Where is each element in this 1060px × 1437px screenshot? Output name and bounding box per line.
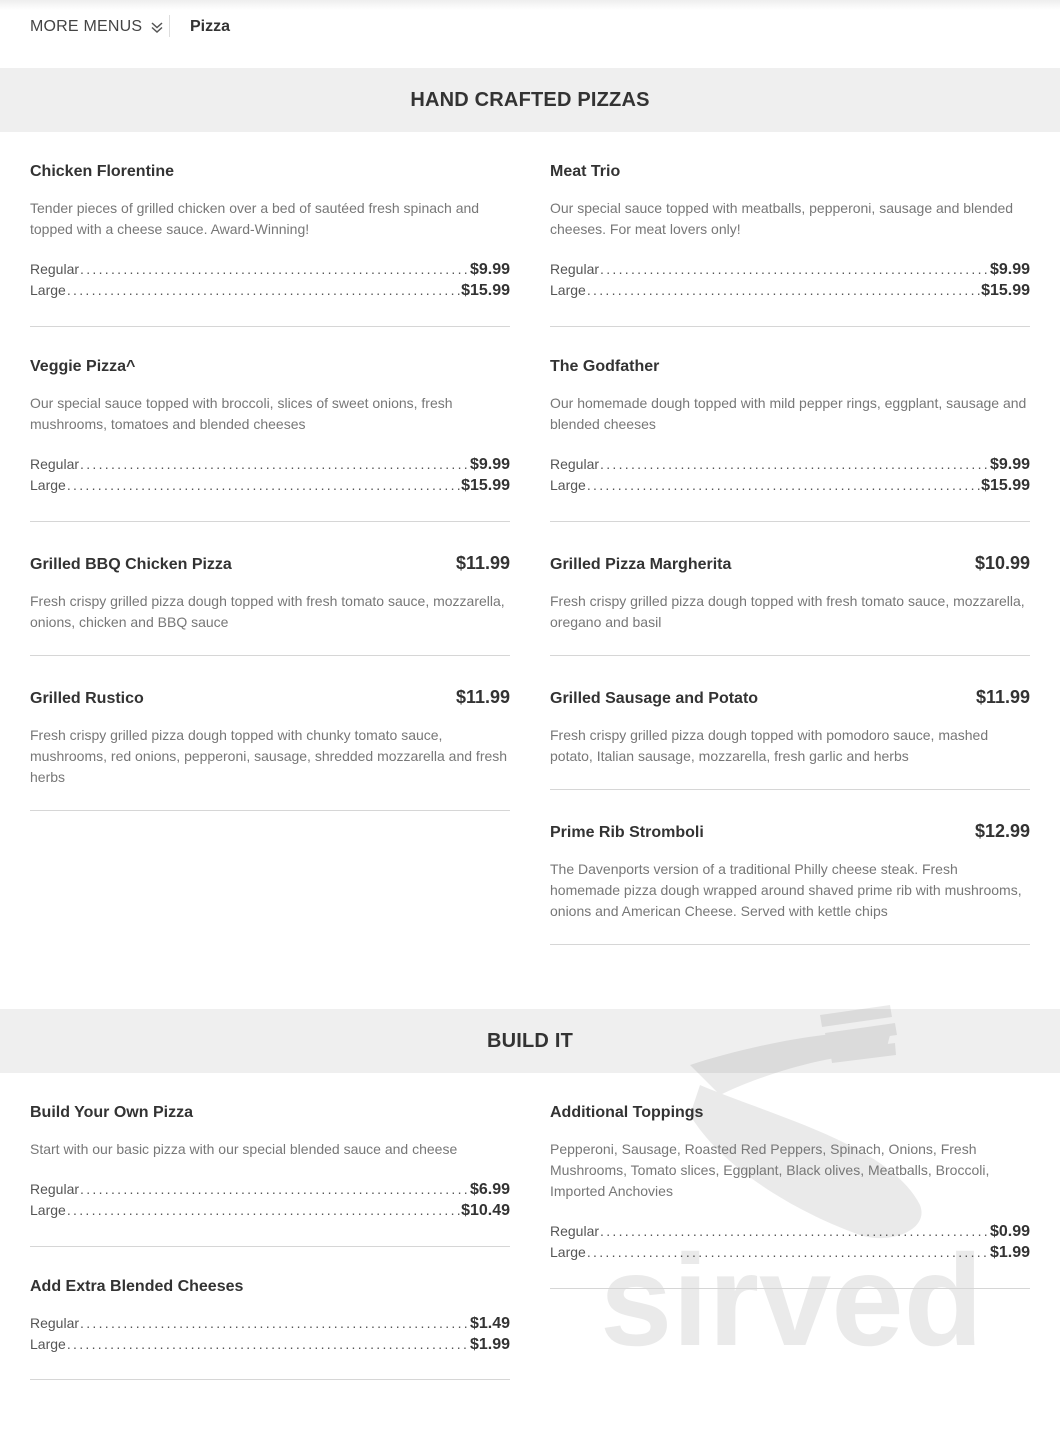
dot-leader bbox=[80, 1181, 469, 1197]
item-divider bbox=[550, 655, 1030, 656]
item-name: The Godfather bbox=[550, 358, 660, 375]
dot-leader bbox=[600, 261, 989, 277]
size-label: Large bbox=[30, 477, 66, 493]
item-name: Meat Trio bbox=[550, 163, 621, 180]
price-amount: $1.99 bbox=[469, 1336, 510, 1353]
menu-topbar bbox=[0, 0, 1060, 54]
item-name: Build Your Own Pizza bbox=[30, 1104, 193, 1121]
size-label: Regular bbox=[30, 261, 80, 277]
dot-leader bbox=[587, 282, 980, 298]
menu-item-grilled-rustico bbox=[30, 687, 510, 788]
size-label: Regular bbox=[30, 456, 80, 472]
price-row-regular bbox=[550, 1223, 1030, 1244]
price-amount: $9.99 bbox=[989, 456, 1030, 473]
more-menus-dropdown[interactable] bbox=[30, 18, 164, 36]
price-row-large bbox=[550, 1244, 1030, 1265]
price-amount: $1.99 bbox=[989, 1244, 1030, 1261]
size-label: Regular bbox=[30, 1181, 80, 1197]
item-description: Tender pieces of grilled chicken over a bed of sautéed fresh spinach and topped with a cheese sauce. Award-Winning! bbox=[30, 200, 480, 237]
double-chevron-down-icon bbox=[150, 20, 164, 34]
price-amount: $0.99 bbox=[989, 1223, 1030, 1240]
item-divider bbox=[550, 789, 1030, 790]
item-divider bbox=[550, 521, 1030, 522]
item-name: Grilled Rustico bbox=[30, 690, 144, 707]
dot-leader bbox=[587, 477, 980, 493]
price-amount: $15.99 bbox=[981, 282, 1030, 299]
menu-item-the-godfather bbox=[550, 358, 1030, 498]
price-row-large bbox=[550, 282, 1030, 303]
menu-item-grilled-bbq-chicken-pizza bbox=[30, 553, 510, 633]
price-amount: $9.99 bbox=[989, 261, 1030, 278]
dot-leader bbox=[80, 261, 469, 277]
item-divider bbox=[30, 326, 510, 327]
item-price: $10.99 bbox=[974, 553, 1030, 573]
price-row-regular bbox=[30, 261, 510, 282]
item-price: $12.99 bbox=[974, 821, 1030, 841]
price-amount: $10.49 bbox=[461, 1202, 510, 1219]
item-name: Grilled Sausage and Potato bbox=[550, 690, 759, 707]
dot-leader bbox=[67, 477, 460, 493]
price-amount: $15.99 bbox=[461, 477, 510, 494]
section-title: BUILD IT bbox=[486, 1029, 574, 1052]
price-amount: $15.99 bbox=[461, 282, 510, 299]
size-label: Large bbox=[30, 1202, 66, 1218]
section-header-build-it bbox=[0, 1009, 1060, 1073]
price-row-regular bbox=[30, 456, 510, 477]
item-divider bbox=[30, 1246, 510, 1247]
price-row-large bbox=[30, 1336, 510, 1357]
price-amount: $9.99 bbox=[469, 456, 510, 473]
item-divider bbox=[30, 655, 510, 656]
price-row-large bbox=[30, 1202, 510, 1223]
size-label: Regular bbox=[30, 1315, 80, 1331]
item-name: Veggie Pizza^ bbox=[30, 358, 136, 375]
menu-item-grilled-sausage-and-potato bbox=[550, 687, 1030, 767]
dot-leader bbox=[80, 1315, 469, 1331]
menu-item-meat-trio bbox=[550, 163, 1030, 303]
topbar-separator bbox=[169, 15, 170, 37]
item-description: Fresh crispy grilled pizza dough topped with chunky tomato sauce, mushrooms, red onions, pepperoni, sausage, shredded mozzarella and fresh herbs bbox=[30, 727, 508, 785]
price-row-large bbox=[550, 477, 1030, 498]
menu-item-veggie-pizza bbox=[30, 358, 510, 498]
section-title: HAND CRAFTED PIZZAS bbox=[410, 88, 650, 111]
topbar-shadow bbox=[0, 0, 1060, 10]
menu-item-add-extra-blended-cheeses bbox=[30, 1278, 510, 1357]
size-label: Regular bbox=[550, 261, 600, 277]
price-row-regular bbox=[550, 456, 1030, 477]
item-description: Fresh crispy grilled pizza dough topped with pomodoro sauce, mashed potato, Italian sausage, mozzarella, fresh garlic and herbs bbox=[550, 727, 989, 764]
dot-leader bbox=[600, 1223, 989, 1239]
item-divider bbox=[30, 1379, 510, 1380]
item-divider bbox=[30, 521, 510, 522]
item-name: Add Extra Blended Cheeses bbox=[30, 1278, 244, 1295]
price-row-regular bbox=[550, 261, 1030, 282]
price-amount: $1.49 bbox=[469, 1315, 510, 1332]
item-price: $11.99 bbox=[975, 687, 1030, 707]
size-label: Large bbox=[30, 1336, 66, 1352]
item-description: Start with our basic pizza with our special blended sauce and cheese bbox=[30, 1141, 458, 1157]
more-menus-label: MORE MENUS bbox=[30, 18, 143, 35]
item-divider bbox=[550, 1288, 1030, 1289]
item-description: Fresh crispy grilled pizza dough topped with fresh tomato sauce, mozzarella, oregano and basil bbox=[550, 593, 1025, 630]
item-description: Fresh crispy grilled pizza dough topped with fresh tomato sauce, mozzarella, onions, chicken and BBQ sauce bbox=[30, 593, 505, 630]
item-description: The Davenports version of a traditional Philly cheese steak. Fresh homemade pizza dough wrapped around shaved prime rib with mushrooms, onions and American Cheese. Served with kettle chips bbox=[550, 861, 1022, 919]
menu-item-grilled-pizza-margherita bbox=[550, 553, 1030, 633]
item-name: Additional Toppings bbox=[550, 1104, 704, 1121]
price-row-large bbox=[30, 477, 510, 498]
dot-leader bbox=[67, 1202, 460, 1218]
item-price: $11.99 bbox=[455, 553, 510, 573]
size-label: Large bbox=[550, 282, 586, 298]
item-name: Chicken Florentine bbox=[30, 163, 175, 180]
item-name: Prime Rib Stromboli bbox=[550, 824, 704, 841]
item-price: $11.99 bbox=[455, 687, 510, 707]
price-row-large bbox=[30, 282, 510, 303]
dot-leader bbox=[80, 456, 469, 472]
item-name: Grilled Pizza Margherita bbox=[550, 556, 732, 573]
item-description: Our special sauce topped with broccoli, slices of sweet onions, fresh mushrooms, tomatoes and blended cheeses bbox=[30, 395, 453, 432]
menu-item-prime-rib-stromboli bbox=[550, 821, 1030, 922]
price-row-regular bbox=[30, 1181, 510, 1202]
price-amount: $9.99 bbox=[469, 261, 510, 278]
item-description: Our homemade dough topped with mild pepper rings, eggplant, sausage and blended cheeses bbox=[550, 395, 1027, 432]
dot-leader bbox=[600, 456, 989, 472]
section-header-hand-crafted-pizzas bbox=[0, 68, 1060, 132]
dot-leader bbox=[587, 1244, 989, 1260]
item-divider bbox=[550, 326, 1030, 327]
item-description: Our special sauce topped with meatballs, pepperoni, sausage and blended cheeses. For meat lovers only! bbox=[550, 200, 1014, 237]
size-label: Large bbox=[30, 282, 66, 298]
price-amount: $15.99 bbox=[981, 477, 1030, 494]
menu-item-chicken-florentine bbox=[30, 163, 510, 303]
size-label: Large bbox=[550, 477, 586, 493]
dot-leader bbox=[67, 1336, 469, 1352]
item-description: Pepperoni, Sausage, Roasted Red Peppers, Spinach, Onions, Fresh Mushrooms, Tomato slices, Eggplant, Black olives, Meatballs, Broccoli, Imported Anchovies bbox=[550, 1141, 990, 1199]
price-row-regular bbox=[30, 1315, 510, 1336]
price-amount: $6.99 bbox=[469, 1181, 510, 1198]
current-menu-title: Pizza bbox=[190, 18, 231, 35]
item-name: Grilled BBQ Chicken Pizza bbox=[30, 556, 232, 573]
size-label: Regular bbox=[550, 1223, 600, 1239]
menu-item-additional-toppings bbox=[550, 1104, 1030, 1265]
watermark-text: sirved bbox=[600, 1227, 984, 1365]
item-divider bbox=[550, 944, 1030, 945]
dot-leader bbox=[67, 282, 460, 298]
size-label: Large bbox=[550, 1244, 586, 1260]
item-divider bbox=[30, 810, 510, 811]
size-label: Regular bbox=[550, 456, 600, 472]
menu-item-build-your-own-pizza bbox=[30, 1104, 510, 1223]
